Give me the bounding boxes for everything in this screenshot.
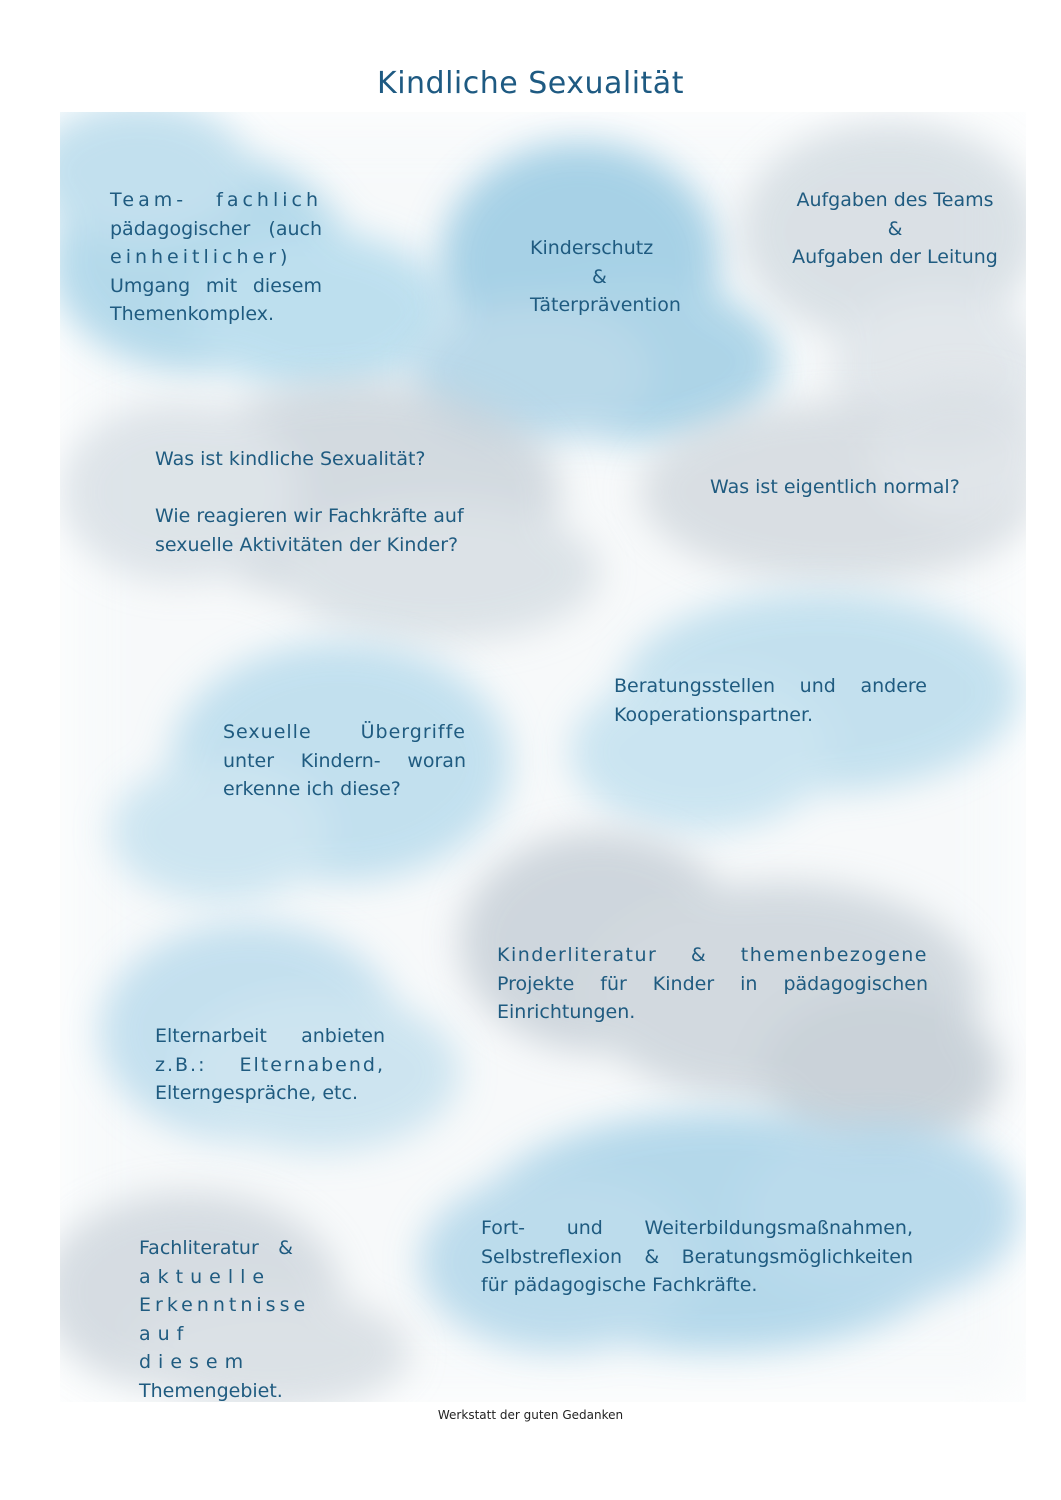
elternarbeit-text-box xyxy=(155,1022,385,1108)
page-title: Kindliche Sexualität xyxy=(377,66,684,101)
beratung-line-1: Beratungsstellen und andere xyxy=(614,675,927,697)
elternarbeit-line-1: Elternarbeit anbieten xyxy=(155,1025,385,1047)
elternarbeit-line-2: z.B.: Elternabend, xyxy=(155,1053,385,1076)
was-ist-question-2-line-2: sexuelle Aktivitäten der Kinder? xyxy=(155,533,459,556)
team-line-2: pädagogischer (auch xyxy=(110,217,322,240)
kinderliteratur-line-2: Projekte für Kinder in pädagogischen xyxy=(497,972,928,995)
kinderliteratur-line-1: Kinderliteratur & themenbezogene xyxy=(497,944,928,966)
team-line-4: Umgang mit diesem xyxy=(110,274,322,297)
normal-text-box xyxy=(710,473,1010,502)
uebergriffe-line-3: erkenne ich diese? xyxy=(223,778,401,801)
fachliteratur-line-5: Themengebiet. xyxy=(139,1379,283,1402)
aufgaben-text-box xyxy=(780,186,1010,272)
was-ist-text-box xyxy=(155,445,515,559)
fachliteratur-line-1: Fachliteratur & xyxy=(139,1237,293,1259)
fachliteratur-line-2: aktuelle xyxy=(139,1265,272,1288)
fortbildung-text-box xyxy=(481,1214,913,1300)
uebergriffe-line-1: Sexuelle Übergriffe xyxy=(223,721,466,743)
kinderschutz-line-3: Täterprävention xyxy=(530,294,681,317)
team-line-5: Themenkomplex. xyxy=(110,303,275,326)
was-ist-question-1: Was ist kindliche Sexualität? xyxy=(155,448,426,470)
kinderschutz-line-2: & xyxy=(592,265,607,288)
elternarbeit-line-3: Elterngespräche, etc. xyxy=(155,1082,358,1105)
kinderliteratur-line-3: Einrichtungen. xyxy=(497,1001,636,1024)
team-text-box xyxy=(110,186,322,329)
aufgaben-line-3: Aufgaben der Leitung xyxy=(792,246,998,269)
fortbildung-line-3: für pädagogische Fachkräfte. xyxy=(481,1274,758,1297)
kinderliteratur-text-box xyxy=(497,941,928,1027)
fachliteratur-line-3: Erkenntnisse xyxy=(139,1294,310,1317)
footer-credit: Werkstatt der guten Gedanken xyxy=(437,1408,624,1422)
team-line-1: Team- fachlich xyxy=(110,189,322,211)
aufgaben-line-1: Aufgaben des Teams xyxy=(796,189,994,211)
beratung-text-box xyxy=(614,672,927,729)
normal-text: Was ist eigentlich normal? xyxy=(710,476,960,498)
was-ist-question-2-line-1: Wie reagieren wir Fachkräfte auf xyxy=(155,505,464,528)
uebergriffe-line-2: unter Kindern- woran xyxy=(223,749,466,772)
uebergriffe-text-box xyxy=(223,718,466,804)
was-ist-spacer xyxy=(155,474,515,503)
fortbildung-line-1: Fort- und Weiterbildungsmaßnahmen, xyxy=(481,1217,913,1239)
fachliteratur-text-box xyxy=(139,1234,310,1406)
kinderschutz-line-1: Kinderschutz xyxy=(530,237,654,259)
team-line-3: einheitlicher) xyxy=(110,246,292,269)
fachliteratur-line-4: auf diesem xyxy=(139,1322,251,1374)
aufgaben-line-2: & xyxy=(887,217,903,240)
fortbildung-line-2: Selbstreflexion & Beratungsmöglichkeiten xyxy=(481,1245,913,1268)
beratung-line-2: Kooperationspartner. xyxy=(614,703,814,726)
kinderschutz-text-box xyxy=(530,234,710,320)
